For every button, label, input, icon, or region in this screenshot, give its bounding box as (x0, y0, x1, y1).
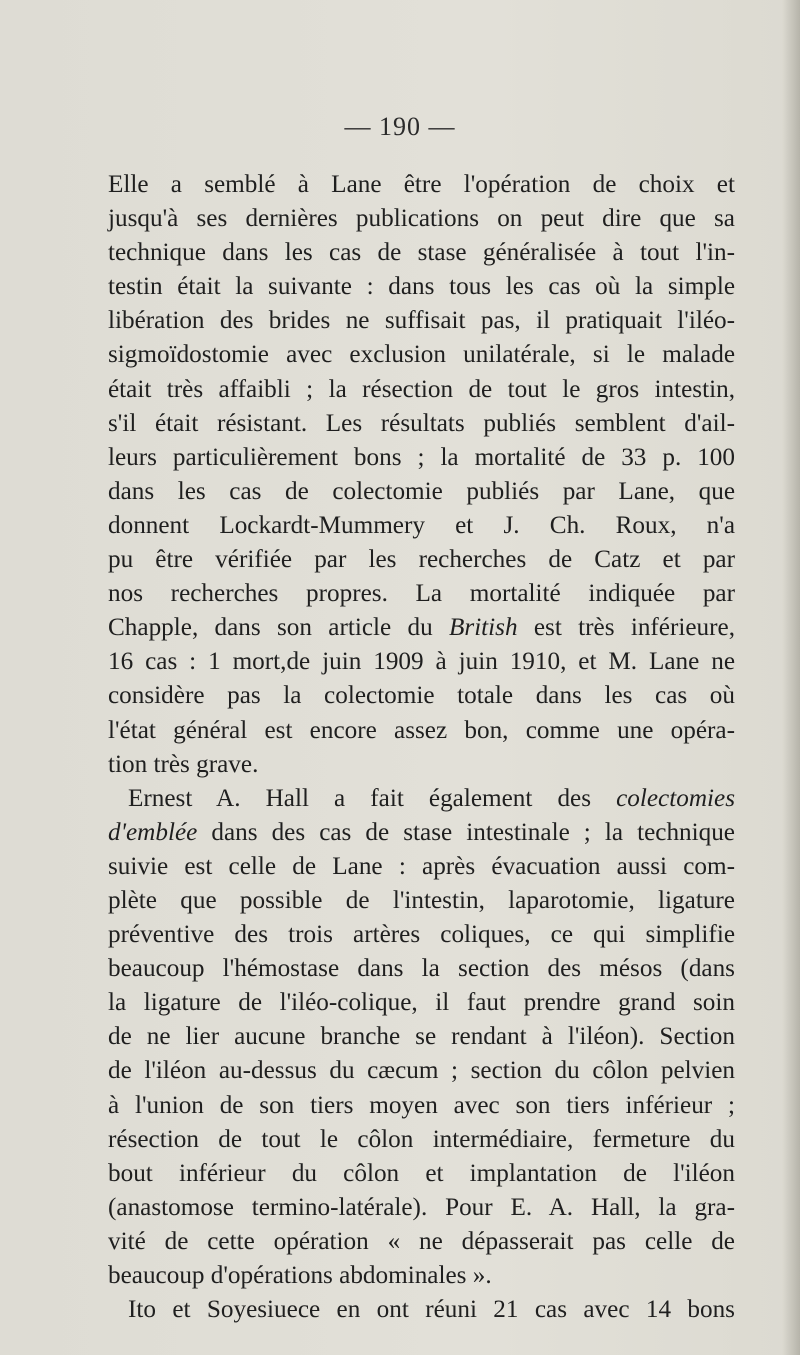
text-line: l'état général est encore assez bon, comme une opéra- (108, 716, 735, 744)
text-line: vité de cette opération « ne dépasserait pas celle de (108, 1227, 735, 1255)
text-line: 16 cas : 1 mort,de juin 1909 à juin 1910, et M. Lane ne (108, 648, 735, 676)
text-line: s'il était résistant. Les résultats publiés semblent d'ail- (108, 409, 735, 437)
text-line: libération des brides ne suffisait pas, il pratiquait l'iléo- (108, 307, 735, 335)
text-line (108, 611, 735, 645)
text-line: jusqu'à ses dernières publications on peut dire que sa (108, 205, 735, 233)
text-line: Ito et Soyesiuece en ont réuni 21 cas avec 14 bons (128, 1296, 735, 1324)
text-line (108, 782, 735, 816)
text-line: préventive des trois artères coliques, ce qui simplifie (108, 921, 735, 949)
text-line: résection de tout le côlon intermédiaire, fermeture du (108, 1125, 735, 1153)
text-line: suivie est celle de Lane : après évacuation aussi com- (108, 852, 735, 880)
text-line: nos recherches propres. La mortalité indiquée par (108, 580, 735, 608)
text-line: testin était la suivante : dans tous les cas où la simple (108, 273, 735, 301)
text-segment: dans des cas de stase intestinale ; la technique (197, 818, 735, 846)
text-line: était très affaibli ; la résection de tout le gros intestin, (108, 375, 735, 403)
text-line: la ligature de l'iléo-colique, il faut prendre grand soin (108, 989, 735, 1017)
page-number: — 190 — (344, 112, 456, 141)
italic-term: colectomies (616, 784, 735, 812)
text-line: technique dans les cas de stase généralisée à tout l'in- (108, 239, 735, 267)
text-line: tion très grave. (108, 750, 259, 778)
text-line: pu être vérifiée par les recherches de Catz et par (108, 546, 735, 574)
text-line: donnent Lockardt-Mummery et J. Ch. Roux, n'a (108, 511, 735, 539)
text-line: considère pas la colectomie totale dans les cas où (108, 682, 735, 710)
italic-term: d'emblée (108, 818, 198, 846)
text-line: leurs particulièrement bons ; la mortalité de 33 p. 100 (108, 443, 735, 471)
text-segment: est très inférieure, (517, 614, 735, 642)
text-line: de l'iléon au-dessus du cæcum ; section du côlon pelvien (108, 1057, 735, 1085)
page-edge-shadow (782, 0, 800, 1355)
text-segment: Ernest A. Hall a fait également des (128, 784, 617, 812)
text-line: bout inférieur du côlon et implantation de l'iléon (108, 1159, 735, 1187)
text-line: beaucoup d'opérations abdominales ». (108, 1262, 492, 1289)
text-line: de ne lier aucune branche se rendant à l'iléon). Section (108, 1023, 735, 1051)
text-line: sigmoïdostomie avec exclusion unilatérale, si le malade (108, 341, 735, 369)
text-line: plète que possible de l'intestin, laparotomie, ligature (108, 886, 735, 914)
text-line (108, 816, 735, 850)
text-line: beaucoup l'hémostase dans la section des mésos (dans (108, 955, 735, 983)
body-text (108, 168, 735, 1327)
text-line: Elle a semblé à Lane être l'opération de choix et (108, 171, 735, 198)
text-line: à l'union de son tiers moyen avec son tiers inférieur ; (108, 1091, 735, 1119)
text-segment: Chapple, dans son article du (108, 614, 449, 642)
italic-term: British (449, 614, 518, 642)
text-line: (anastomose termino-latérale). Pour E. A. Hall, la gra- (108, 1193, 735, 1221)
text-line: dans les cas de colectomie publiés par Lane, que (108, 477, 735, 505)
